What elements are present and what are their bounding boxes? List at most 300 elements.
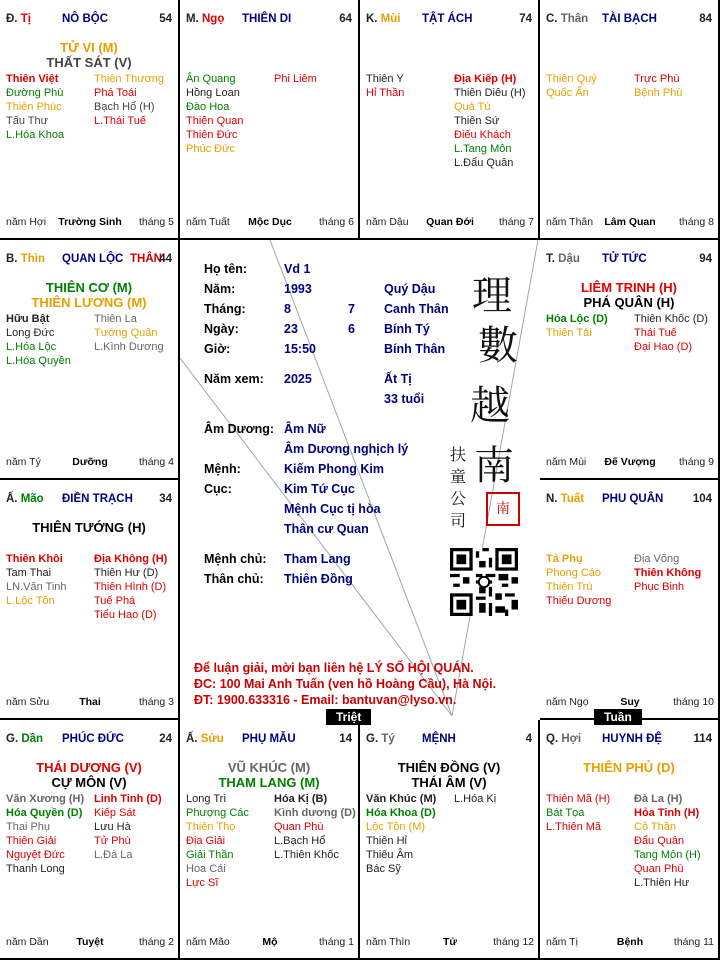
minor-stars-left [546,312,632,340]
main-star[interactable]: TỬ VI (M) [60,40,118,55]
palace-header [6,733,174,747]
gio-can-chi: Bính Thân [384,342,446,356]
contact-line-2: ĐC: 100 Mai Anh Tuấn (ven hồ Hoàng Cầu), Hà Nội. [194,677,497,691]
palace-name: QUAN LỘC [62,253,124,265]
ngay-label: Ngày: [204,322,239,336]
palace-header [366,13,534,27]
palace-footer [6,216,174,230]
minor-star[interactable]: Đẩu Quân [634,835,685,847]
minor-stars-left [186,72,272,156]
palace-header [6,13,174,27]
palace-branch: Tý [381,733,395,745]
minor-star[interactable]: L.Kình Dương [94,341,164,353]
menh-chu-value: Tham Lang [284,552,351,566]
minor-stars-right [454,792,540,806]
palace-branch: Sửu [200,733,224,745]
main-star[interactable]: THÁI ÂM (V) [411,775,487,790]
palace-branch: Ngọ [201,13,225,25]
center-panel [180,240,538,716]
palace-number: 54 [159,13,172,25]
main-star[interactable]: THIÊN TƯỚNG (H) [32,520,146,535]
minor-stars-right [634,72,720,100]
palace-number: 4 [525,733,532,745]
month-label: tháng 5 [138,216,174,228]
nam-value: 1993 [284,282,312,296]
palace-number: 64 [339,13,352,25]
palace-branch: Mão [20,493,44,505]
palace-tuat[interactable] [540,480,720,720]
cuc-label: Cục: [204,482,232,496]
minor-stars-right [94,552,180,622]
tieu-han-year: năm Thìn [366,936,411,948]
palace-branch: Dậu [558,253,580,265]
minor-stars-right [634,312,720,354]
palace-header [186,733,354,747]
tieu-han-year: năm Tý [6,456,41,468]
minor-star[interactable]: Địa Võng [634,553,680,565]
main-stars [540,760,718,775]
nam-xem-label: Năm xem: [204,372,264,386]
than-chu-value: Thiên Đồng [284,572,353,586]
triet-tag: Triệt [326,709,371,725]
minor-star[interactable]: Thanh Long [6,863,65,875]
palace-header [546,733,714,747]
palace-branch: Tị [20,13,31,25]
palace-ngo[interactable] [180,0,360,240]
minor-star[interactable]: Kiếp Sát [94,807,136,819]
month-label: tháng 1 [318,936,354,948]
minor-star[interactable]: LN.Văn Tinh [6,581,67,593]
cuc-relation: Mệnh Cục tị hòa [284,502,381,516]
minor-star[interactable]: Đại Hao (D) [634,341,693,353]
thang-value: 8 [284,302,291,316]
main-stars [0,520,178,535]
menh-label: Mệnh: [204,462,241,476]
contact-line-1: Để luận giải, mời bạn liên hệ LÝ SỐ HỘI QUÁN. [194,661,474,675]
palace-branch: Thân [560,13,589,25]
minor-stars-left [6,72,92,142]
minor-star[interactable]: Giải Thần [186,849,234,861]
palace-branch: Tuất [560,493,585,505]
month-label: tháng 11 [673,936,714,948]
minor-star[interactable]: Bát Tọa [546,807,585,819]
tieu-han-year: năm Thân [546,216,594,228]
truong-sinh-stage: Quan Đới [426,216,474,228]
minor-star[interactable]: Hồng Loan [186,87,240,99]
palace-ty[interactable] [360,720,540,960]
main-stars [540,280,718,310]
minor-star[interactable]: Thiên Thương [94,73,165,85]
minor-star[interactable]: Phi Liêm [274,73,317,85]
minor-stars-left [366,72,452,100]
palace-footer [6,696,174,710]
palace-branch: Thìn [20,253,45,265]
main-stars [0,40,178,70]
minor-star[interactable]: L.Tang Môn [454,143,512,155]
main-star[interactable]: THIÊN ĐỒNG (V) [397,760,501,775]
minor-star[interactable]: Phục Binh [634,581,685,593]
minor-star[interactable]: L.Thiên Mã [546,821,602,833]
palace-footer [366,216,534,230]
minor-star[interactable]: Đường Phù [6,87,64,99]
minor-star[interactable]: Hóa Quyền (D) [6,807,83,819]
minor-star[interactable]: Thiên Y [366,73,404,85]
minor-star[interactable]: Địa Không (H) [94,553,168,565]
main-star[interactable]: THAM LANG (M) [218,775,320,790]
palace-footer [186,216,354,230]
minor-stars-right [94,792,180,862]
palace-name: THIÊN DI [242,13,292,25]
minor-star[interactable]: Quan Phù [634,863,684,875]
red-seal-stamp: 南 [486,492,520,526]
minor-star[interactable]: Bác Sỹ [366,863,401,875]
palace-number: 24 [159,733,172,745]
calligraphy-small-1: 扶 [450,445,467,464]
minor-star[interactable]: Thiên Mã (H) [546,793,611,805]
minor-star[interactable]: Tang Môn (H) [634,849,701,861]
palace-header [186,13,354,27]
palace-number: 44 [159,253,172,265]
minor-star[interactable]: Quả Tú [454,101,491,113]
main-star[interactable]: LIÊM TRINH (H) [580,280,678,295]
minor-star[interactable]: Thiếu Dương [546,595,612,607]
palace-suu[interactable] [180,720,360,960]
contact-line-3[interactable]: ĐT: 1900.633316 - Email: bantuvan@lyso.vn. [194,693,457,707]
minor-star[interactable]: Hỏa Tinh (H) [634,807,700,819]
palace-can: T. [546,253,555,265]
palace-footer [186,936,354,950]
minor-star[interactable]: Thiên Quan [186,115,244,127]
palace-number: 94 [699,253,712,265]
minor-star[interactable]: Thiên La [94,313,137,325]
tuan-tag: Tuần [594,709,642,725]
palace-name: PHÚC ĐỨC [62,733,124,745]
main-star[interactable]: THẤT SÁT (V) [46,55,132,70]
palace-footer [546,456,714,470]
nam-can-chi: Quý Dậu [384,282,436,296]
ho-ten-value: Vd 1 [284,262,311,276]
minor-star[interactable]: Ân Quang [186,73,236,85]
calligraphy-4: 南 [474,443,514,489]
tieu-han-year: năm Sửu [6,696,50,708]
than-cu: Thân cư Quan [284,522,369,536]
minor-star[interactable]: L.Đà La [94,849,133,861]
tieu-han-year: năm Tị [546,936,578,948]
minor-stars-left [546,552,632,608]
minor-star[interactable]: Cô Thần [634,821,676,833]
palace-name: PHỤ MẪU [242,733,296,745]
minor-star[interactable]: Thiên Giải [6,835,57,847]
minor-star[interactable]: Tuế Phá [94,595,136,607]
palace-number: 14 [339,733,352,745]
palace-name: TÀI BẠCH [602,13,657,25]
than-marker: THÂN [130,253,162,265]
palace-header [546,13,714,27]
minor-star[interactable]: Đà La (H) [634,793,683,805]
calligraphy-small-2: 童 [450,467,467,486]
tieu-han-year: năm Mùi [546,456,587,468]
minor-star[interactable]: L.Hóa Quyền [6,355,71,367]
palace-header [6,493,174,507]
minor-stars-right [274,72,360,86]
minor-star[interactable]: Lực Sĩ [186,877,219,889]
truong-sinh-stage: Dưỡng [72,456,108,468]
am-duong-ly: Âm Dương nghịch lý [284,442,409,456]
month-label: tháng 12 [493,936,534,948]
minor-star[interactable]: Thái Tuế [634,327,677,339]
month-label: tháng 4 [138,456,174,468]
thang-am: 7 [348,302,355,316]
minor-stars-left [6,792,92,876]
tieu-han-year: năm Hợi [6,216,47,228]
palace-mao[interactable] [0,480,180,720]
thang-can-chi: Canh Thân [384,302,449,316]
palace-name: PHU QUÂN [602,493,664,505]
minor-star[interactable]: Bệnh Phù [634,87,683,99]
month-label: tháng 2 [138,936,174,948]
minor-star[interactable]: L.Hóa Kị [454,793,497,805]
tieu-han-year: năm Dần [6,936,49,948]
minor-stars-right [454,72,540,170]
minor-star[interactable]: Hóa Lộc (D) [546,313,608,325]
minor-star[interactable]: Phượng Các [186,807,249,819]
minor-star[interactable]: Thiên Quý [546,73,597,85]
minor-star[interactable]: Tả Phụ [546,553,583,565]
minor-star[interactable]: Lộc Tồn (M) [366,821,426,833]
gio-value: 15:50 [284,342,316,356]
palace-mui[interactable] [360,0,540,240]
palace-branch: Mùi [380,13,401,25]
minor-star[interactable]: Bạch Hổ (H) [94,101,155,113]
minor-star[interactable]: Nguyệt Đức [6,849,65,861]
minor-star[interactable]: Tấu Thư [6,115,49,127]
palace-number: 84 [699,13,712,25]
minor-star[interactable]: Lưu Hà [94,821,131,833]
minor-star[interactable]: Địa Kiếp (H) [454,73,517,85]
palace-header [366,733,534,747]
palace-branch: Dần [21,733,44,745]
minor-star[interactable]: Thiên Việt [6,73,59,85]
minor-star[interactable]: Thiên Hình (D) [94,581,167,593]
palace-name: NÔ BỘC [62,13,108,25]
palace-can: N. [546,493,558,505]
main-stars [0,280,178,310]
truong-sinh-stage: Bệnh [616,936,644,948]
minor-star[interactable]: Thiên Khốc (D) [634,313,708,325]
palace-footer [546,936,714,950]
tieu-han-year: năm Mão [186,936,230,948]
palace-header [546,493,714,507]
main-star[interactable]: THÁI DƯƠNG (V) [36,760,142,775]
minor-star[interactable]: Kình dương (D) [274,807,356,819]
minor-star[interactable]: Hoa Cái [186,863,226,875]
minor-star[interactable]: Văn Xương (H) [6,793,85,805]
minor-star[interactable]: Tam Thai [6,567,52,579]
minor-star[interactable]: Hỉ Thần [366,87,405,99]
palace-name: HUYNH ĐỆ [602,733,663,745]
palace-name: TẬT ÁCH [422,13,473,25]
minor-star[interactable]: Quan Phù [274,821,324,833]
contact-info [194,660,496,708]
month-label: tháng 7 [498,216,534,228]
minor-star[interactable]: L.Thiên Khốc [274,849,339,861]
calligraphy-2: 數 [478,323,518,369]
minor-star[interactable]: Thiếu Âm [366,849,414,861]
calligraphy-small-3: 公 [450,489,467,508]
palace-than[interactable] [540,0,720,240]
minor-star[interactable]: Thiên Diêu (H) [454,87,526,99]
main-star[interactable]: THIÊN PHỦ (D) [583,760,675,775]
calligraphy-small-4: 司 [450,511,467,530]
calligraphy-1: 理 [472,273,512,319]
palace-name: TỬ TỨC [602,253,647,265]
tuoi-value: 33 tuổi [384,392,425,406]
ngay-am: 6 [348,322,355,336]
palace-branch: Hợi [561,733,582,745]
main-star[interactable]: CỰ MÔN (V) [51,775,127,790]
minor-star[interactable]: Thiên Khôi [6,553,63,565]
minor-star[interactable]: Tử Phù [94,835,131,847]
minor-stars-left [6,552,92,608]
palace-can: C. [546,13,558,25]
palace-header [546,253,714,267]
palace-number: 34 [159,493,172,505]
main-stars [0,760,178,790]
palace-ti[interactable] [0,0,180,240]
minor-star[interactable]: Tướng Quân [94,327,158,339]
minor-star[interactable]: Thiên Hỉ [366,835,407,847]
palace-can: G. [6,733,19,745]
tieu-han-year: năm Dậu [366,216,409,228]
minor-star[interactable]: Thiên Không [634,567,702,579]
month-label: tháng 6 [318,216,354,228]
palace-can: M. [186,13,199,25]
month-label: tháng 9 [678,456,714,468]
minor-star[interactable]: Long Đức [6,327,55,339]
main-star[interactable]: VŨ KHÚC (M) [227,760,311,775]
main-star[interactable]: THIÊN CƠ (M) [45,280,133,295]
ngay-value: 23 [284,322,298,336]
minor-star[interactable]: Thiên Phúc [6,101,62,113]
menh-chu-label: Mệnh chủ: [204,552,267,566]
minor-star[interactable]: L.Lộc Tồn [6,595,55,607]
palace-can: Đ. [6,13,18,25]
minor-star[interactable]: Địa Giải [186,835,226,847]
menh-value: Kiếm Phong Kim [284,462,385,476]
main-star[interactable]: PHÁ QUÂN (H) [583,295,675,310]
minor-star[interactable]: Trực Phù [634,73,680,85]
palace-hoi[interactable] [540,720,720,960]
minor-star[interactable]: Văn Khúc (M) [366,793,437,805]
than-chu-label: Thân chủ: [204,572,264,586]
cuc-value: Kim Tứ Cục [284,482,355,496]
truong-sinh-stage: Mộc Dục [248,216,292,228]
month-label: tháng 3 [138,696,174,708]
minor-star[interactable]: Hóa Kị (B) [274,793,328,805]
truong-sinh-stage: Trường Sinh [58,216,122,228]
minor-star[interactable]: Thiên Đức [186,129,238,141]
minor-star[interactable]: L.Thái Tuế [94,115,146,127]
minor-star[interactable]: L.Bạch Hổ [274,835,326,847]
main-stars [360,760,538,790]
palace-number: 104 [692,493,712,505]
tieu-han-year: năm Tuất [186,216,230,228]
main-star[interactable]: THIÊN LƯƠNG (M) [31,295,147,310]
minor-star[interactable]: Thai Phụ [6,821,51,833]
palace-can: Q. [546,733,559,745]
minor-stars-left [186,792,272,890]
minor-star[interactable]: Phong Cáo [546,567,602,579]
palace-footer [546,216,714,230]
palace-dau[interactable] [540,240,720,480]
minor-star[interactable]: Quốc Ấn [546,87,589,99]
palace-footer [6,456,174,470]
palace-footer [546,696,714,710]
minor-star[interactable]: Hóa Khoa (D) [366,807,436,819]
truong-sinh-stage: Suy [620,696,640,708]
minor-star[interactable]: L.Hóa Lộc [6,341,57,353]
palace-footer [366,936,534,950]
minor-star[interactable]: L.Hóa Khoa [6,129,65,141]
minor-star[interactable]: Thiên Thọ [186,821,236,833]
truong-sinh-stage: Mộ [262,936,278,948]
palace-dan[interactable] [0,720,180,960]
minor-stars-right [274,792,360,862]
truong-sinh-stage: Thai [79,696,101,708]
minor-star[interactable]: Long Trì [186,793,227,805]
ngay-can-chi: Bính Tý [384,322,430,336]
am-duong-value: Âm Nữ [284,422,326,436]
minor-star[interactable]: Thiên Trù [546,581,593,593]
minor-star[interactable]: Phúc Đức [186,143,235,155]
minor-star[interactable]: Thiên Hư (D) [94,567,159,579]
truong-sinh-stage: Đế Vượng [604,456,656,468]
truong-sinh-stage: Lâm Quan [604,216,656,228]
minor-star[interactable]: Phá Toái [94,87,137,99]
minor-stars-left [6,312,92,368]
palace-can: Ấ. [186,733,198,745]
minor-star[interactable]: L.Đẩu Quân [454,157,514,169]
minor-star[interactable]: Hữu Bật [6,313,50,325]
palace-can: Ấ. [6,493,18,505]
minor-stars-right [94,312,180,354]
minor-star[interactable]: Điếu Khách [454,129,511,141]
ho-ten-label: Họ tên: [204,262,248,276]
minor-star[interactable]: L.Thiên Hư [634,877,690,889]
minor-stars-right [634,792,720,890]
minor-stars-left [546,792,632,834]
main-stars [180,760,358,790]
palace-can: K. [366,13,378,25]
qr-code-icon[interactable] [450,548,518,616]
nam-label: Năm: [204,282,236,296]
minor-star[interactable]: Tiểu Hao (D) [94,609,157,621]
minor-star[interactable]: Linh Tinh (D) [94,793,162,805]
minor-star[interactable]: Thiên Sứ [454,115,500,127]
nam-xem-value: 2025 [284,372,312,386]
am-duong-label: Âm Dương: [204,422,275,436]
palace-footer [6,936,174,950]
month-label: tháng 8 [678,216,714,228]
minor-stars-right [634,552,720,594]
nam-xem-can-chi: Ất Tị [384,372,412,386]
minor-stars-right [94,72,180,128]
minor-star[interactable]: Thiên Tài [546,327,592,339]
palace-header [6,253,174,267]
minor-star[interactable]: Đào Hoa [186,101,230,113]
palace-thin[interactable] [0,240,180,480]
calligraphy-3: 越 [470,383,510,429]
